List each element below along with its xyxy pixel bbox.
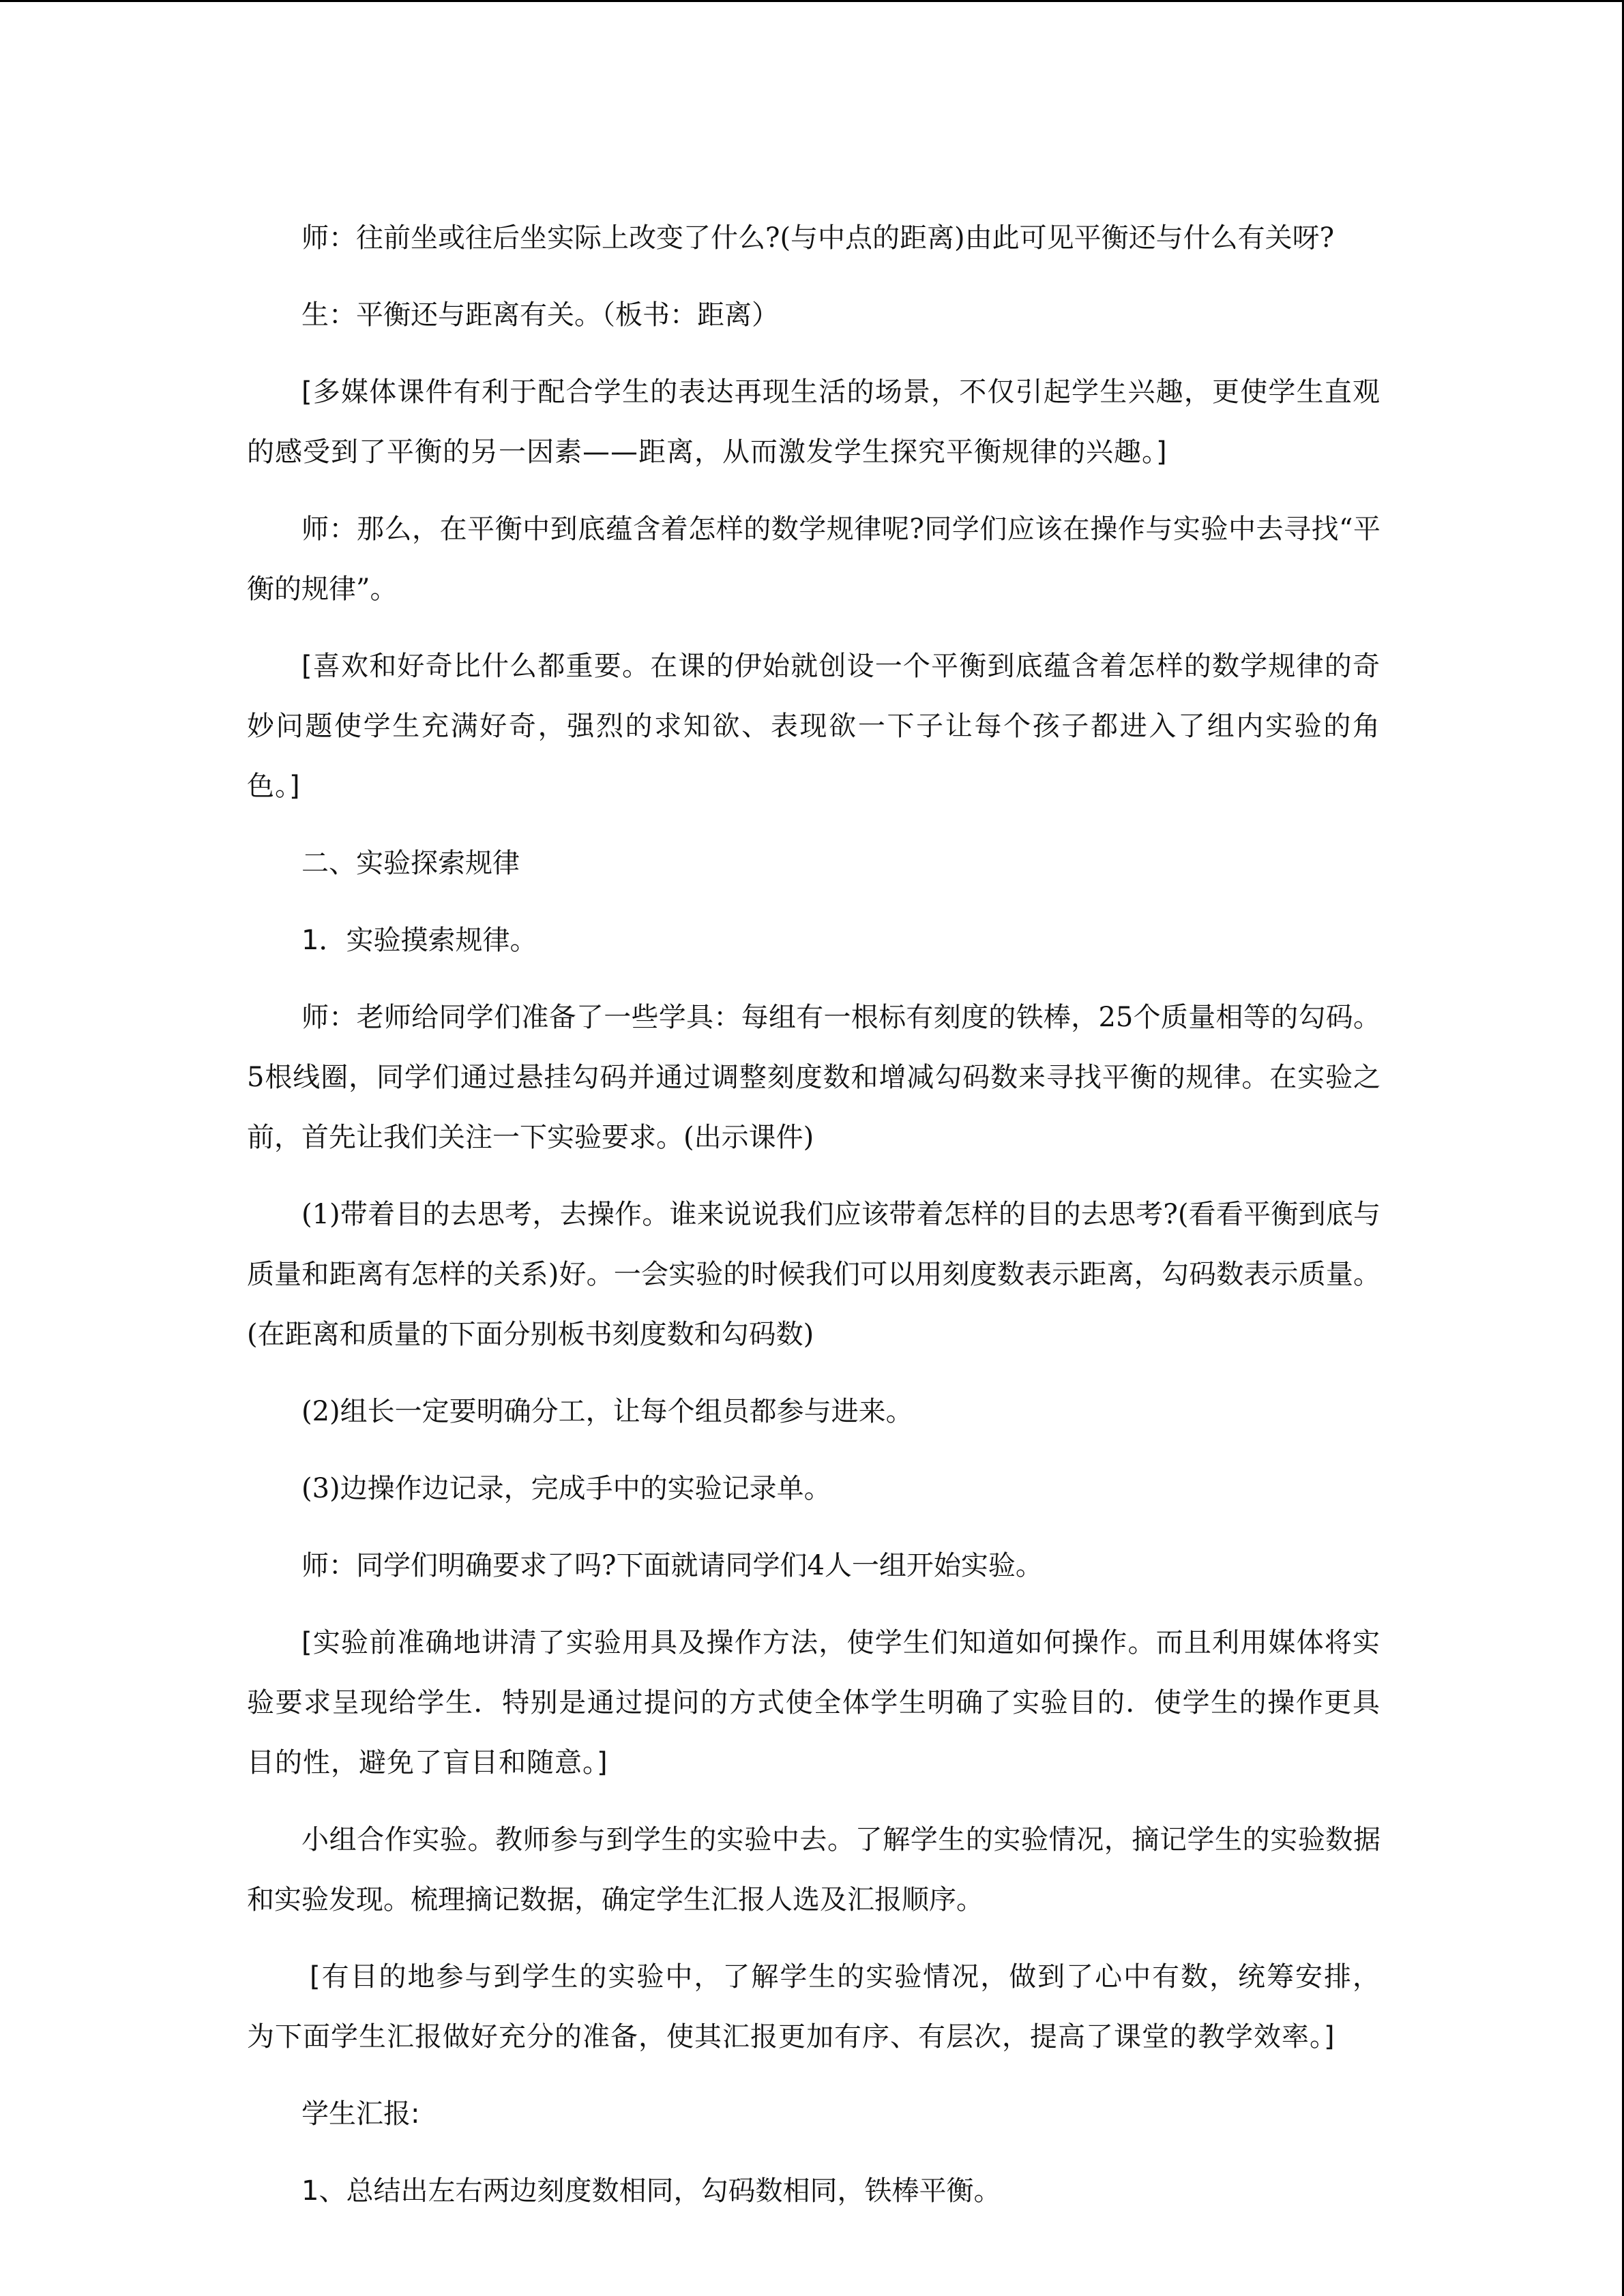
paragraph-requirement-1: (1)带着目的去思考，去操作。谁来说说我们应该带着怎样的目的去思考?(看看平衡到底与质量和距离有怎样的关系)好。一会实验的时候我们可以用刻度数表示距离，勾码数表示质量。(在距离和质量的下面分别板书刻度数和勾码数)	[247, 1199, 1381, 1350]
section-heading-experiment: 二、实验探索规律	[301, 848, 520, 879]
paragraph-note-curiosity: [喜欢和好奇比什么都重要。在课的伊始就创设一个平衡到底蕴含着怎样的数学规律的奇妙问题使学生充满好奇，强烈的求知欲、表现欲一下子让每个孩子都进入了组内实验的角色。]	[247, 651, 1381, 802]
paragraph-note-participation: [有目的地参与到学生的实验中，了解学生的实验情况，做到了心中有数，统筹安排，为下面学生汇报做好充分的准备，使其汇报更加有序、有层次，提高了课堂的教学效率。]	[247, 1961, 1381, 2053]
subheading-experiment-explore: 1．实验摸索规律。	[301, 925, 537, 956]
paragraph-requirement-3: (3)边操作边记录，完成手中的实验记录单。	[301, 1473, 831, 1504]
top-border-line	[0, 0, 1624, 2]
document-body	[247, 208, 1381, 2221]
paragraph-note-multimedia: [多媒体课件有利于配合学生的表达再现生活的场景，不仅引起学生兴趣，更使学生直观的感受到了平衡的另一因素——距离，从而激发学生探究平衡规律的兴趣。]	[247, 376, 1381, 468]
paragraph-student-report-heading: 学生汇报:	[301, 2098, 420, 2130]
paragraph-group-experiment: 小组合作实验。教师参与到学生的实验中去。了解学生的实验情况，摘记学生的实验数据和实验发现。梳理摘记数据，确定学生汇报人选及汇报顺序。	[247, 1824, 1381, 1915]
paragraph-report-item-1: 1、总结出左右两边刻度数相同，勾码数相同，铁棒平衡。	[301, 2175, 1001, 2207]
paragraph-student-answer-distance: 生：平衡还与距离有关。（板书：距离）	[301, 299, 779, 331]
paragraph-teacher-balance-rule: 师：那么，在平衡中到底蕴含着怎样的数学规律呢?同学们应该在操作与实验中去寻找“平衡的规律”。	[247, 513, 1381, 605]
paragraph-teacher-start-experiment: 师：同学们明确要求了吗?下面就请同学们4人一组开始实验。	[301, 1550, 1043, 1581]
paragraph-note-experiment-prep: [实验前准确地讲清了实验用具及操作方法，使学生们知道如何操作。而且利用媒体将实验要求呈现给学生．特别是通过提问的方式使全体学生明确了实验目的．使学生的操作更具目的性，避免了盲目和随意。]	[247, 1627, 1381, 1778]
paragraph-teacher-materials: 师：老师给同学们准备了一些学具：每组有一根标有刻度的铁棒，25个质量相等的勾码。5根线圈，同学们通过悬挂勾码并通过调整刻度数和增减勾码数来寻找平衡的规律。在实验之前，首先让我们关注一下实验要求。(出示课件)	[247, 1002, 1381, 1153]
paragraph-requirement-2: (2)组长一定要明确分工，让每个组员都参与进来。	[301, 1396, 913, 1427]
paragraph-teacher-question-distance: 师：往前坐或往后坐实际上改变了什么?(与中点的距离)由此可见平衡还与什么有关呀?	[301, 222, 1335, 254]
